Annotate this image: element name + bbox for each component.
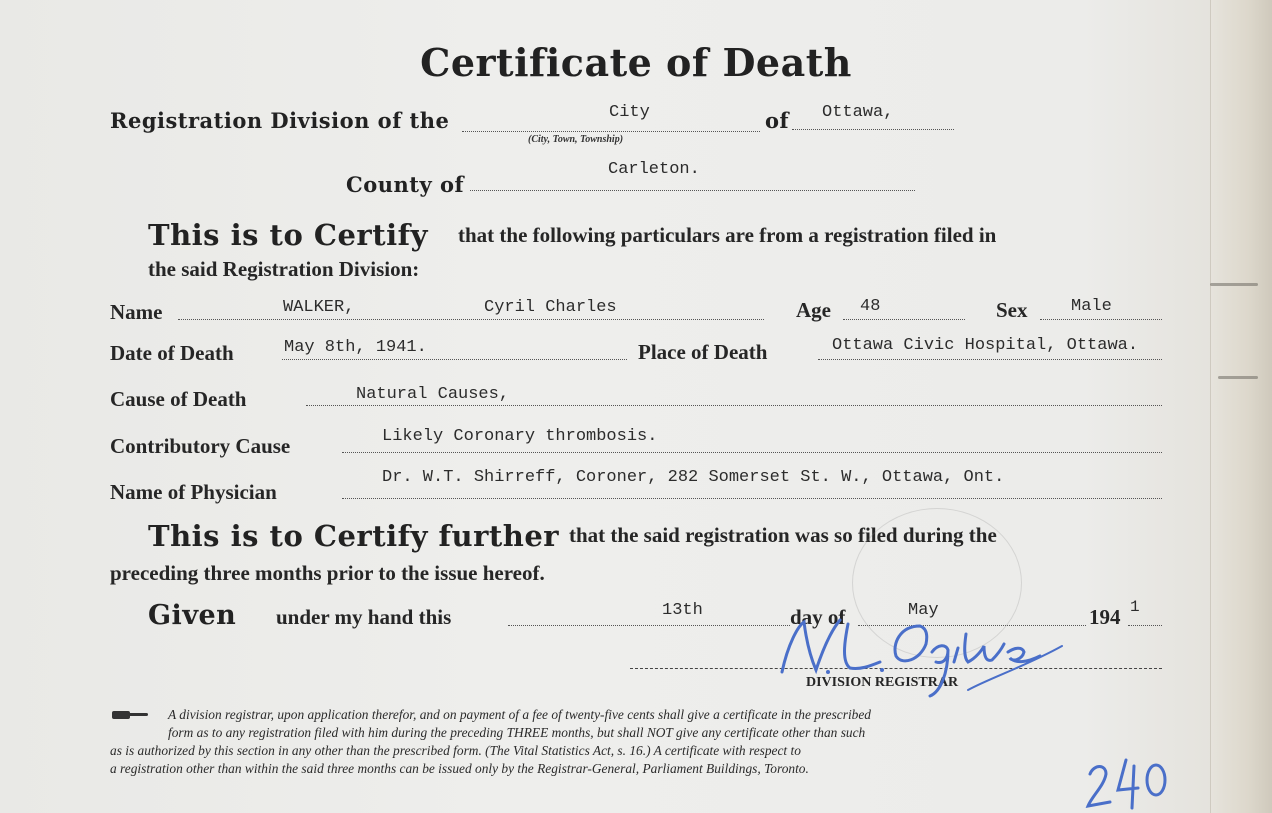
footnote-line3: as is authorized by this section in any other than the prescribed form. (The Vital Statistics Act, s. 16.) A certificate with respect to <box>110 743 801 758</box>
sex-value: Male <box>1071 297 1112 316</box>
county-label: County of <box>346 172 465 197</box>
paper-edge <box>1210 0 1272 813</box>
name-label: Name <box>110 300 163 324</box>
certificate-title: Certificate of Death <box>420 40 852 85</box>
registrar-signature <box>770 604 1070 704</box>
given-names-value: Cyril Charles <box>484 298 617 317</box>
footnote-line4: a registration other than within the said three months can be issued only by the Registrar-General, Parliament Buildings, Toronto. <box>110 761 809 776</box>
registration-type-value: City <box>609 103 650 122</box>
certify-text-line1: that the following particulars are from a registration filed in <box>458 223 997 247</box>
cause-of-death-value: Natural Causes, <box>356 385 510 404</box>
day-of-label: day of <box>790 605 846 629</box>
age-label: Age <box>796 298 831 322</box>
further-text-line1: that the said registration was so filed during the <box>569 523 997 547</box>
registration-label: Registration Division of the <box>110 108 450 133</box>
county-value: Carleton. <box>608 160 700 179</box>
contributory-cause-value: Likely Coronary thrombosis. <box>382 427 658 446</box>
edge-tear <box>1210 283 1258 286</box>
date-of-death-label: Date of Death <box>110 341 234 365</box>
pointing-hand-icon <box>110 709 150 721</box>
sex-label: Sex <box>996 298 1028 322</box>
cause-of-death-label: Cause of Death <box>110 387 247 411</box>
place-of-death-value: Ottawa Civic Hospital, Ottawa. <box>832 336 1139 355</box>
handwritten-number <box>1082 752 1172 812</box>
edge-tear <box>1218 376 1258 379</box>
physician-label: Name of Physician <box>110 480 277 504</box>
registration-place-value: Ottawa, <box>822 103 894 122</box>
of-label: of <box>765 108 790 133</box>
given-day-value: 13th <box>662 601 703 620</box>
footnote-line1: A division registrar, upon application therefor, and on payment of a fee of twenty-five cents shall give a certificate in the prescribed <box>168 707 872 722</box>
place-of-death-label: Place of Death <box>638 340 768 364</box>
contributory-cause-label: Contributory Cause <box>110 434 291 458</box>
physician-value: Dr. W.T. Shirreff, Coroner, 282 Somerset St. W., Ottawa, Ont. <box>382 468 1005 487</box>
certify-text-line2: the said Registration Division: <box>148 257 420 281</box>
certify-heading: This is to Certify <box>148 218 428 252</box>
further-text-line2: preceding three months prior to the issue hereof. <box>110 561 545 585</box>
age-value: 48 <box>860 297 881 316</box>
date-of-death-value: May 8th, 1941. <box>284 338 427 357</box>
given-month-value: May <box>908 601 939 620</box>
footnote-line2: form as to any registration filed with him during the preceding THREE months, but shall NOT give any certificate other than such <box>168 725 866 740</box>
registrar-caption: DIVISION REGISTRAR <box>806 675 959 690</box>
given-year-suffix: 1 <box>1130 598 1140 616</box>
registration-type-caption: (City, Town, Township) <box>528 134 624 145</box>
given-heading: Given <box>148 600 237 631</box>
given-year-prefix: 194 <box>1089 605 1121 629</box>
footnote <box>110 706 1165 778</box>
given-text: under my hand this <box>276 605 452 629</box>
further-heading: This is to Certify further <box>148 519 560 553</box>
surname-value: WALKER, <box>283 298 355 317</box>
